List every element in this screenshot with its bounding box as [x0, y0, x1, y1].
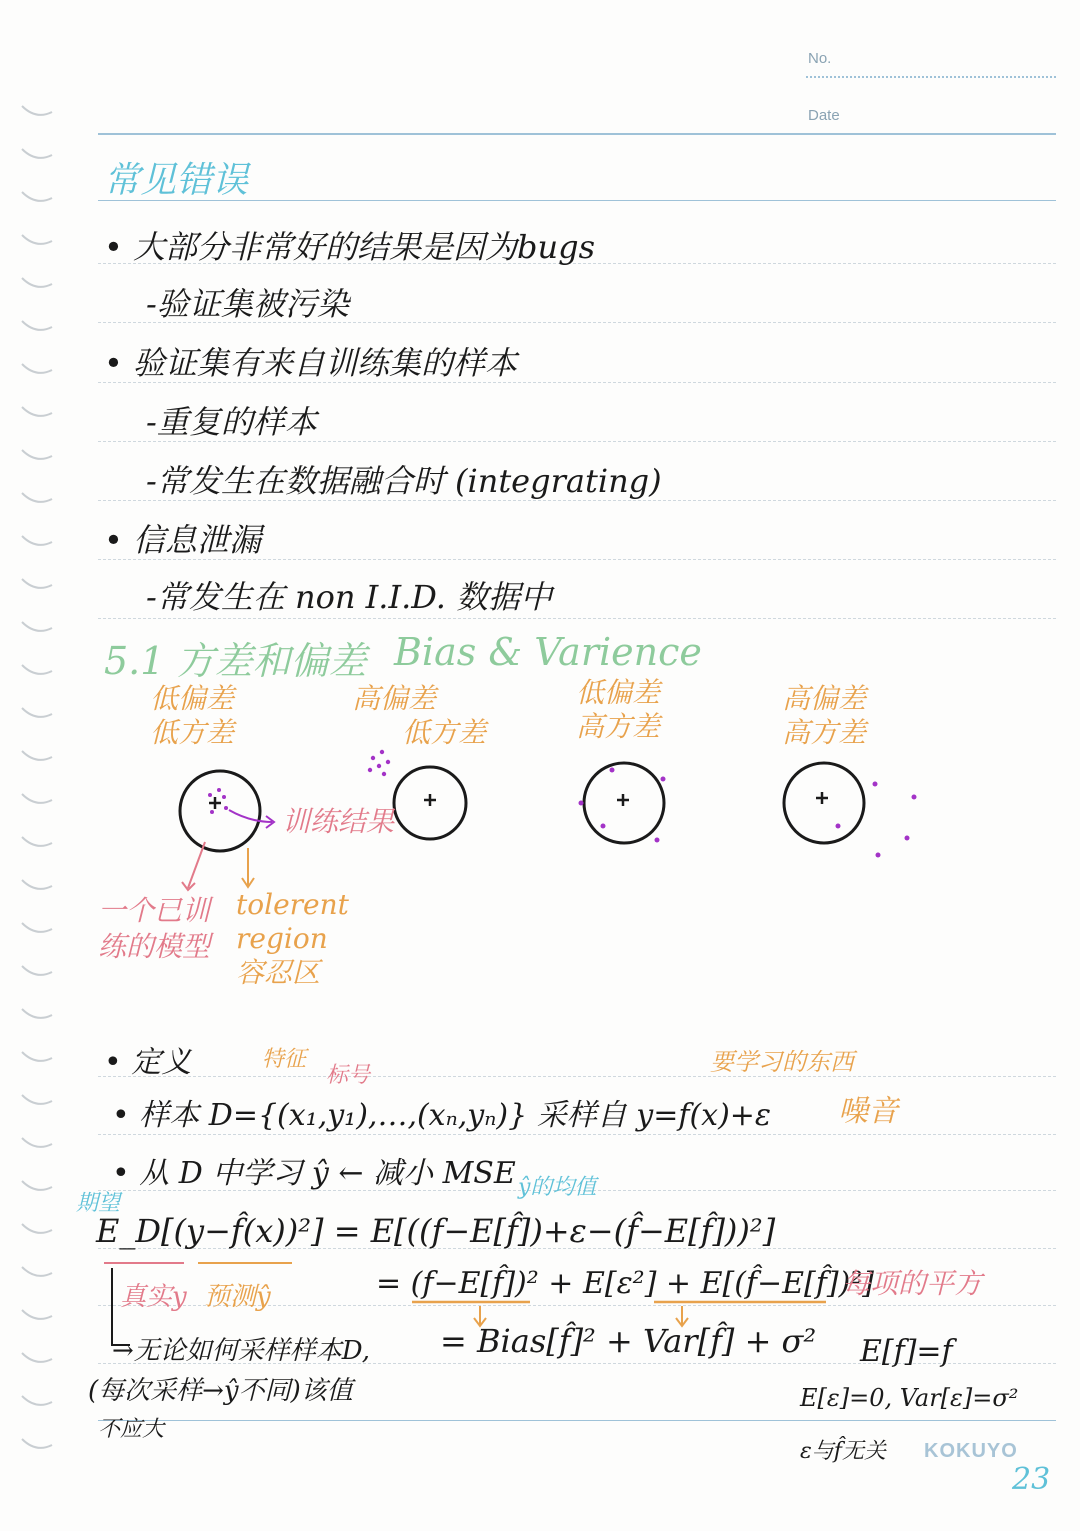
target-label-line: 低方差: [402, 716, 487, 749]
equation-2: = (f−E[f̂])² + E[ε²] + E[(f̂−E[f̂])²]: [376, 1266, 875, 1301]
def-heading-text: 定义: [131, 1045, 192, 1080]
target-label-line: 高方差: [782, 716, 867, 749]
epsilon-independent: ε与f̂无关: [800, 1439, 886, 1464]
epsilon-stats: E[ε]=0, Var[ε]=σ²: [800, 1384, 1019, 1412]
sub-bullet-non-iid: -常发生在 non I.I.D. 数据中: [146, 578, 553, 616]
section-title-bias-variance: 5.1 方差和偏差: [104, 639, 367, 683]
bullet-bugs: • 大部分非常好的结果是因为bugs: [104, 228, 596, 266]
annot-each-square: 每项的平方: [842, 1267, 983, 1300]
target-label-line: 高方差: [576, 710, 661, 743]
annot-pred-y: 预测ŷ: [204, 1282, 271, 1312]
annot-line: region: [236, 922, 328, 955]
date-label: Date: [808, 107, 840, 124]
sample-line-text: 样本 D={(x₁,y₁),…,(xₙ,yₙ)} 采样自 y=f(x)+ε: [139, 1098, 772, 1133]
brand-logo: KOKUYO: [924, 1440, 1018, 1462]
annot-line: 一个已训: [98, 894, 211, 927]
ef-equals-f: E[f]=f: [860, 1334, 953, 1369]
bullet-leakage-text: 信息泄漏: [133, 521, 262, 559]
sub-bullet-integrating: -常发生在数据融合时 (integrating): [146, 462, 662, 500]
sub-bullet-contaminated: -验证集被污染: [146, 285, 349, 323]
equation-3: = Bias[f̂]² + Var[f̂] + σ²: [440, 1322, 817, 1360]
learn-line-text: 从 D 中学习 ŷ ← 减小 MSE: [139, 1156, 516, 1191]
bullet-leakage: • 信息泄漏: [104, 521, 262, 559]
sub-bullet-duplicates: -重复的样本: [146, 403, 317, 441]
annot-line: 容忍区: [236, 956, 321, 989]
target-label-line: 低偏差: [576, 676, 661, 709]
annot-expectation: 期望: [76, 1191, 121, 1216]
annot-training-result: 训练结果: [282, 805, 395, 838]
bullet-overlap-text: 验证集有来自训练集的样本: [133, 344, 518, 382]
page-number: 23: [1012, 1462, 1051, 1497]
annot-yhat-mean: ŷ的均值: [518, 1175, 597, 1200]
target-label-line: 低偏差: [150, 682, 235, 715]
equation-1: E_D[(y−f̂(x))²] = E[((f−E[f̂])+ε−(f̂−E[f̂]))²]: [96, 1212, 776, 1250]
target-label-line: 高偏差: [352, 682, 437, 715]
annot-line: tolerent: [236, 888, 349, 921]
bullet-bugs-text: 大部分非常好的结果是因为bugs: [133, 228, 596, 266]
note-sampling-3: 不应大: [98, 1417, 165, 1442]
annot-feature: 特征: [262, 1047, 307, 1072]
note-sampling-2: (每次采样→ŷ不同)该值: [88, 1376, 353, 1406]
def-heading: • 定义: [104, 1045, 192, 1080]
annot-true-y: 真实y: [120, 1282, 187, 1312]
target-label-line: 低方差: [150, 716, 235, 749]
annot-noise: 噪音: [838, 1094, 898, 1129]
note-sampling-1: →无论如何采样样本D,: [112, 1336, 370, 1366]
sample-line: • 样本 D={(x₁,y₁),…,(xₙ,yₙ)} 采样自 y=f(x)+ε: [112, 1098, 772, 1133]
section-title-common-errors: 常见错误: [104, 160, 249, 201]
no-label: No.: [808, 50, 832, 67]
learn-line: • 从 D 中学习 ŷ ← 减小 MSE: [112, 1156, 516, 1191]
annot-line: 练的模型: [98, 930, 211, 963]
bullet-overlap: • 验证集有来自训练集的样本: [104, 344, 518, 382]
annot-label: 标号: [326, 1063, 371, 1088]
target-label-line: 高偏差: [782, 682, 867, 715]
annot-to-learn: 要学习的东西: [710, 1048, 854, 1076]
section-title-bias-variance-en: Bias & Varience: [394, 630, 702, 674]
